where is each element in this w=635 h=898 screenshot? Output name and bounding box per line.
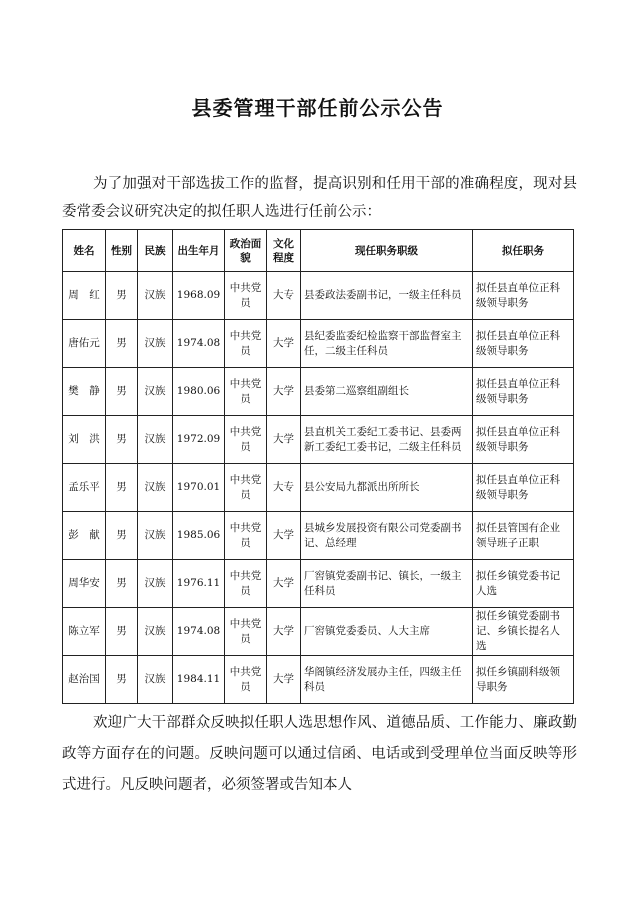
cell-education: 大专 [267,272,301,320]
cell-gender: 男 [106,656,138,704]
intro-paragraph: 为了加强对干部选拔工作的监督，提高识别和任用干部的准确程度，现对县委常委会议研究决定的拟任职人选进行任前公示： [62,176,577,220]
cell-birth-date: 1976.11 [173,560,225,608]
cell-birth-date: 1968.09 [173,272,225,320]
cell-current-position: 县城乡发展投资有限公司党委副书记、总经理 [301,512,473,560]
cell-name: 唐佑元 [63,320,106,368]
table-row [63,560,574,608]
cell-political-status: 中共党员 [225,656,267,704]
cell-name: 周 红 [63,272,106,320]
cell-birth-date: 1974.08 [173,608,225,656]
cell-education: 大学 [267,560,301,608]
cell-name: 樊 静 [63,368,106,416]
header-current-position: 现任职务职级 [301,230,473,272]
cell-proposed-position: 拟任乡镇党委书记人选 [473,560,574,608]
cell-current-position: 厂窖镇党委委员、人大主席 [301,608,473,656]
cell-current-position: 县纪委监委纪检监察干部监督室主任，二级主任科员 [301,320,473,368]
cell-current-position: 华阁镇经济发展办主任，四级主任科员 [301,656,473,704]
table-row [63,512,574,560]
header-gender: 性别 [106,230,138,272]
cell-education: 大学 [267,608,301,656]
cell-ethnicity: 汉族 [138,656,173,704]
cell-ethnicity: 汉族 [138,464,173,512]
cell-current-position: 厂窖镇党委副书记、镇长，一级主任科员 [301,560,473,608]
cell-proposed-position: 拟任乡镇党委副书记、乡镇长提名人选 [473,608,574,656]
cell-ethnicity: 汉族 [138,512,173,560]
cell-proposed-position: 拟任县管国有企业领导班子正职 [473,512,574,560]
cell-name: 赵治国 [63,656,106,704]
cell-ethnicity: 汉族 [138,272,173,320]
cell-proposed-position: 拟任县直单位正科级领导职务 [473,464,574,512]
cell-name: 孟乐平 [63,464,106,512]
cell-political-status: 中共党员 [225,464,267,512]
table-row [63,272,574,320]
cell-gender: 男 [106,416,138,464]
cell-current-position: 县委政法委副书记，一级主任科员 [301,272,473,320]
table-row [63,464,574,512]
cell-name: 陈立军 [63,608,106,656]
cell-education: 大专 [267,464,301,512]
cell-ethnicity: 汉族 [138,560,173,608]
cell-birth-date: 1984.11 [173,656,225,704]
table-row [63,320,574,368]
cell-education: 大学 [267,416,301,464]
cell-political-status: 中共党员 [225,272,267,320]
cell-gender: 男 [106,320,138,368]
header-name: 姓名 [63,230,106,272]
cell-political-status: 中共党员 [225,416,267,464]
cell-education: 大学 [267,368,301,416]
cell-political-status: 中共党员 [225,608,267,656]
cell-birth-date: 1974.08 [173,320,225,368]
cell-gender: 男 [106,368,138,416]
cell-education: 大学 [267,320,301,368]
cell-political-status: 中共党员 [225,368,267,416]
cell-gender: 男 [106,272,138,320]
cell-name: 彭 献 [63,512,106,560]
cell-ethnicity: 汉族 [138,368,173,416]
cell-current-position: 县公安局九都派出所所长 [301,464,473,512]
table-row [63,416,574,464]
cell-birth-date: 1970.01 [173,464,225,512]
table-row [63,608,574,656]
closing-paragraph: 欢迎广大干部群众反映拟任职人选思想作风、道德品质、工作能力、廉政勤政等方面存在的问题。反映问题可以通过信函、电话或到受理单位当面反映等形式进行。凡反映问题者，必须签署或告知本人 [62,715,577,793]
header-proposed-position: 拟任职务 [473,230,574,272]
cell-gender: 男 [106,512,138,560]
header-political-status: 政治面貌 [225,230,267,272]
cell-birth-date: 1972.09 [173,416,225,464]
cell-education: 大学 [267,656,301,704]
cell-name: 周华安 [63,560,106,608]
cell-ethnicity: 汉族 [138,416,173,464]
cell-ethnicity: 汉族 [138,320,173,368]
candidate-table [62,229,574,704]
cell-gender: 男 [106,560,138,608]
cell-political-status: 中共党员 [225,320,267,368]
header-education: 文化程度 [267,230,301,272]
cell-proposed-position: 拟任县直单位正科级领导职务 [473,368,574,416]
cell-education: 大学 [267,512,301,560]
table-header-row [63,230,574,272]
cell-proposed-position: 拟任县直单位正科级领导职务 [473,272,574,320]
cell-proposed-position: 拟任县直单位正科级领导职务 [473,416,574,464]
cell-gender: 男 [106,608,138,656]
cell-proposed-position: 拟任乡镇副科级领导职务 [473,656,574,704]
table-row [63,656,574,704]
cell-birth-date: 1985.06 [173,512,225,560]
cell-political-status: 中共党员 [225,560,267,608]
cell-ethnicity: 汉族 [138,608,173,656]
header-birth-date: 出生年月 [173,230,225,272]
cell-gender: 男 [106,464,138,512]
cell-name: 刘 洪 [63,416,106,464]
cell-current-position: 县委第二巡察组副组长 [301,368,473,416]
cell-current-position: 县直机关工委纪工委书记、县委两新工委纪工委书记，二级主任科员 [301,416,473,464]
document-title: 县委管理干部任前公示公告 [191,96,444,120]
cell-birth-date: 1980.06 [173,368,225,416]
cell-proposed-position: 拟任县直单位正科级领导职务 [473,320,574,368]
header-ethnicity: 民族 [138,230,173,272]
table-row [63,368,574,416]
cell-political-status: 中共党员 [225,512,267,560]
